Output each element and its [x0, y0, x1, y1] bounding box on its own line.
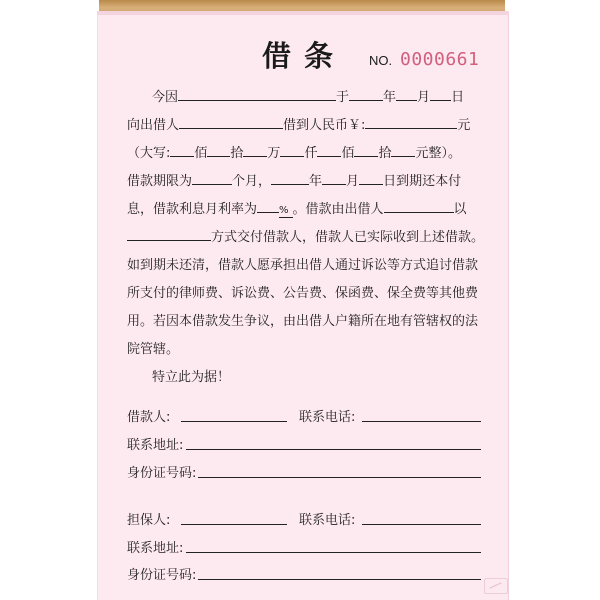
borrower-phone-field[interactable]	[362, 421, 481, 422]
due-month-blank[interactable]	[322, 174, 346, 185]
year-blank[interactable]	[349, 90, 383, 101]
text: 拾	[230, 146, 244, 161]
borrower-id-label: 身份证号码:	[127, 466, 197, 481]
amount-upper-blank[interactable]	[317, 146, 341, 157]
clause-line-5	[127, 201, 467, 218]
guarantor-id-field[interactable]	[198, 579, 481, 580]
amount-upper-blank[interactable]	[354, 146, 378, 157]
borrower-name-label: 借款人:	[127, 410, 171, 425]
borrower-phone-label: 联系电话:	[299, 410, 356, 425]
guarantor-phone-label: 联系电话:	[299, 513, 356, 528]
percent-sign: %	[279, 205, 293, 218]
text: 佰	[194, 146, 208, 161]
text: （大写:	[127, 146, 171, 161]
text: 借款期限为	[127, 174, 193, 189]
clause-line-3	[127, 145, 461, 162]
text: 年	[309, 174, 323, 189]
guarantor-address-label: 联系地址:	[127, 541, 184, 556]
guarantor-phone-field[interactable]	[362, 524, 481, 525]
number-label: NO.	[369, 53, 393, 68]
serial-number: 0000661	[400, 49, 480, 70]
due-day-blank[interactable]	[359, 174, 383, 185]
guarantor-address-field[interactable]	[186, 552, 481, 553]
text: 今因	[152, 90, 179, 105]
clause-line-4	[127, 173, 461, 190]
sheet-top-edge	[97, 11, 509, 15]
text: 方式交付借款人，借款人已实际收到上述借款。	[211, 230, 485, 245]
amount-upper-blank[interactable]	[243, 146, 267, 157]
borrower-address-label: 联系地址:	[127, 438, 184, 453]
text: 年	[383, 90, 397, 105]
form-title: 借条	[262, 39, 347, 73]
guarantor-name-label: 担保人:	[127, 513, 171, 528]
text: 万	[267, 146, 281, 161]
amount-upper-blank[interactable]	[280, 146, 304, 157]
text: 拾	[378, 146, 392, 161]
clause-line-1	[152, 89, 464, 106]
borrower-address-field[interactable]	[186, 449, 481, 450]
text: 月	[417, 90, 431, 105]
guarantor-name-field[interactable]	[181, 524, 287, 525]
text: 以	[453, 202, 467, 217]
payment-method-blank[interactable]	[384, 202, 454, 213]
text: 息，借款利息月利率为	[127, 202, 258, 217]
month-blank[interactable]	[396, 90, 417, 101]
amount-upper-blank[interactable]	[170, 146, 194, 157]
borrower-name-field[interactable]	[181, 421, 287, 422]
borrower-id-field[interactable]	[198, 477, 481, 478]
text: 日到期还本付	[383, 174, 462, 189]
text: 元整）。	[415, 146, 461, 161]
clause-line-7: 如到期未还清，借款人愿承担出借人通过诉讼等方式追讨借款	[127, 258, 479, 273]
clause-line-6	[127, 229, 484, 246]
day-blank[interactable]	[430, 90, 451, 101]
text: 仟	[304, 146, 318, 161]
text: 日	[451, 90, 465, 105]
text: 于	[336, 90, 350, 105]
clause-line-10: 院管辖。	[127, 342, 180, 357]
watermark-icon	[484, 578, 508, 594]
payment-method-blank-cont[interactable]	[127, 230, 211, 241]
guarantor-id-label: 身份证号码:	[127, 568, 197, 583]
reason-blank[interactable]	[178, 90, 336, 101]
text: 借到人民币￥:	[283, 118, 366, 133]
clause-line-2	[127, 117, 470, 134]
text: 个月，	[232, 174, 272, 189]
amount-upper-blank[interactable]	[391, 146, 415, 157]
text: 月	[346, 174, 360, 189]
amount-blank[interactable]	[365, 118, 457, 129]
interest-rate-blank[interactable]	[257, 202, 279, 213]
amount-upper-blank[interactable]	[207, 146, 230, 157]
term-months-blank[interactable]	[192, 174, 232, 185]
text: 。借款由出借人	[292, 202, 384, 217]
text: 佰	[341, 146, 355, 161]
closing-statement: 特立此为据！	[152, 370, 231, 385]
clause-line-9: 用。若因本借款发生争议，由出借人户籍所在地有管辖权的法	[127, 314, 479, 329]
text: 元	[457, 118, 471, 133]
clause-line-8: 所支付的律师费、诉讼费、公告费、保函费、保全费等其他费	[127, 286, 479, 301]
due-year-blank[interactable]	[271, 174, 309, 185]
text: 向出借人	[127, 118, 180, 133]
lender-name-blank[interactable]	[179, 118, 283, 129]
